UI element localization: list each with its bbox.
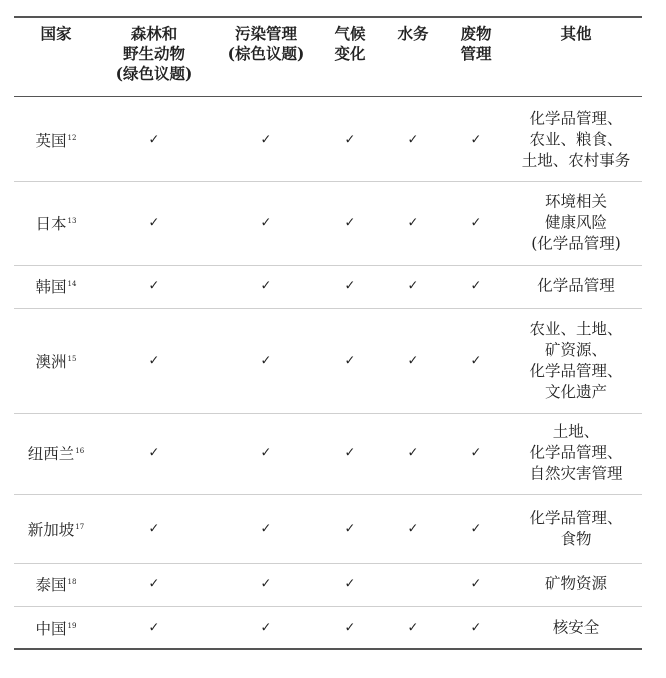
check-mark-icon: ✓ xyxy=(148,353,160,369)
check-mark-icon: ✓ xyxy=(344,353,356,369)
check-mark-icon: ✓ xyxy=(344,215,356,231)
check-mark-icon: ✓ xyxy=(407,132,419,148)
check-mark-icon: ✓ xyxy=(344,445,356,461)
footnote-ref: 12 xyxy=(67,134,77,142)
check-mark-icon: ✓ xyxy=(260,445,272,461)
check-mark-icon: ✓ xyxy=(470,215,482,231)
footnote-ref: 17 xyxy=(75,523,85,531)
country-cell xyxy=(14,128,98,152)
check-mark-icon: ✓ xyxy=(470,278,482,294)
footnote-ref: 13 xyxy=(67,217,77,225)
check-mark-icon: ✓ xyxy=(407,521,419,537)
other-cell: 核安全 xyxy=(552,618,600,637)
row-divider xyxy=(14,563,642,564)
check-mark-icon: ✓ xyxy=(344,620,356,636)
check-mark-icon: ✓ xyxy=(260,132,272,148)
country-name: 泰国 xyxy=(35,576,67,594)
check-mark-icon: ✓ xyxy=(148,620,160,636)
country-name: 韩国 xyxy=(35,278,67,296)
check-mark-icon: ✓ xyxy=(260,353,272,369)
check-mark-icon: ✓ xyxy=(148,132,160,148)
check-mark-icon: ✓ xyxy=(407,620,419,636)
row-divider xyxy=(14,413,642,414)
check-mark-icon: ✓ xyxy=(470,576,482,592)
other-cell: 化学品管理、 农业、粮食、 土地、农村事务 xyxy=(521,109,631,170)
check-mark-icon: ✓ xyxy=(148,445,160,461)
country-name: 纽西兰 xyxy=(27,445,75,463)
other-cell: 农业、土地、 矿资源、 化学品管理、 文化遗产 xyxy=(529,320,623,401)
country-name: 新加坡 xyxy=(27,521,75,539)
country-cell xyxy=(14,349,98,373)
row-divider xyxy=(14,494,642,495)
check-mark-icon: ✓ xyxy=(470,353,482,369)
country-name: 中国 xyxy=(35,620,67,638)
country-name: 澳洲 xyxy=(35,353,67,371)
header-climate: 气候 变化 xyxy=(334,24,366,63)
check-mark-icon: ✓ xyxy=(470,132,482,148)
other-cell: 化学品管理、 食物 xyxy=(529,509,623,548)
check-mark-icon: ✓ xyxy=(344,132,356,148)
row-divider xyxy=(14,265,642,266)
header-water: 水务 xyxy=(397,24,429,43)
check-mark-icon: ✓ xyxy=(260,278,272,294)
check-mark-icon: ✓ xyxy=(148,215,160,231)
header-rule xyxy=(14,96,642,97)
table-bottom-rule xyxy=(14,648,642,650)
country-cell xyxy=(14,211,98,235)
check-mark-icon: ✓ xyxy=(344,576,356,592)
check-mark-icon: ✓ xyxy=(148,576,160,592)
check-mark-icon: ✓ xyxy=(260,215,272,231)
header-waste: 废物 管理 xyxy=(460,24,492,63)
check-mark-icon: ✓ xyxy=(407,353,419,369)
footnote-ref: 19 xyxy=(67,622,77,630)
other-cell: 矿物资源 xyxy=(544,574,607,593)
footnote-ref: 15 xyxy=(67,355,77,363)
check-mark-icon: ✓ xyxy=(407,445,419,461)
country-cell xyxy=(14,517,98,541)
header-other: 其他 xyxy=(560,24,592,43)
other-cell: 土地、 化学品管理、 自然灾害管理 xyxy=(529,422,623,483)
check-mark-icon: ✓ xyxy=(260,576,272,592)
check-mark-icon: ✓ xyxy=(148,521,160,537)
table-top-rule xyxy=(14,16,642,18)
check-mark-icon: ✓ xyxy=(407,278,419,294)
check-mark-icon: ✓ xyxy=(407,215,419,231)
check-mark-icon: ✓ xyxy=(470,445,482,461)
check-mark-icon: ✓ xyxy=(470,620,482,636)
check-mark-icon: ✓ xyxy=(260,521,272,537)
check-mark-icon: ✓ xyxy=(148,278,160,294)
check-mark-icon: ✓ xyxy=(260,620,272,636)
footnote-ref: 18 xyxy=(67,578,77,586)
header-pollution: 污染管理 (棕色议题) xyxy=(227,24,305,63)
country-name: 英国 xyxy=(35,132,67,150)
country-name: 日本 xyxy=(35,215,67,233)
header-country: 国家 xyxy=(40,24,72,43)
header-forest-wildlife: 森林和 野生动物 (绿色议题) xyxy=(115,24,193,83)
country-cell xyxy=(14,274,98,298)
other-cell: 化学品管理 xyxy=(537,276,615,295)
country-cell xyxy=(14,441,98,465)
row-divider xyxy=(14,308,642,309)
other-cell: 环境相关 健康风险 (化学品管理) xyxy=(531,192,621,253)
country-cell xyxy=(14,572,98,596)
check-mark-icon: ✓ xyxy=(344,521,356,537)
check-mark-icon: ✓ xyxy=(344,278,356,294)
country-cell xyxy=(14,616,98,640)
check-mark-icon: ✓ xyxy=(470,521,482,537)
row-divider xyxy=(14,181,642,182)
footnote-ref: 16 xyxy=(75,447,85,455)
footnote-ref: 14 xyxy=(67,280,77,288)
row-divider xyxy=(14,606,642,607)
